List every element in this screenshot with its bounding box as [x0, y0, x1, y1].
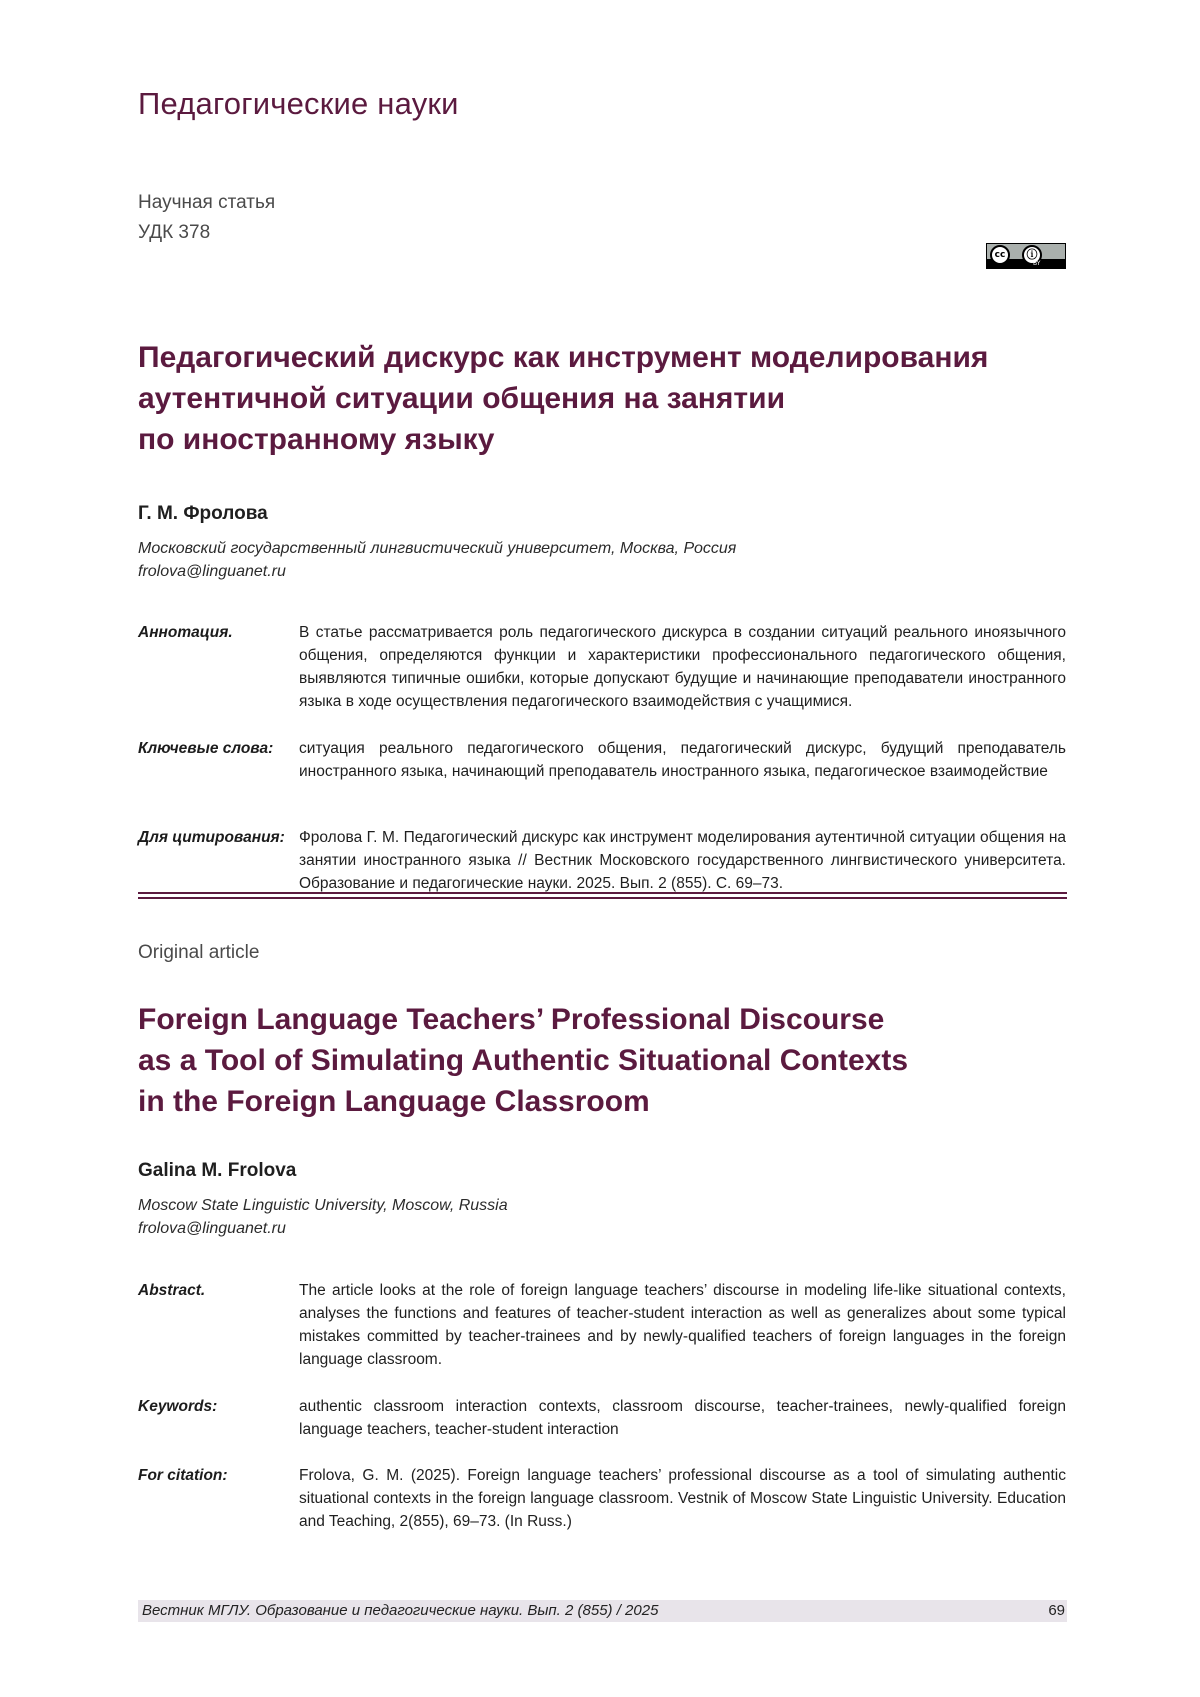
title-ru-line: аутентичной ситуации общения на занятии: [138, 378, 1098, 419]
author-name-ru: Г. М. Фролова: [138, 503, 268, 525]
article-title-ru: [138, 337, 1098, 460]
page-footer: [138, 1600, 1067, 1622]
by-label: BY: [1033, 259, 1040, 268]
cc-by-license-badge[interactable]: [986, 243, 1066, 269]
citation-text-ru: Фролова Г. М. Педагогический дискурс как инструмент моделирования аутентичной ситуации общения на занятии иностранного языка // Вестник Московского государственного лингвистического университета. Образование и педагогические науки. 2025. Вып. 2 (855). С. 69–73.: [299, 826, 1066, 895]
keywords-label-ru: Ключевые слова:: [138, 740, 298, 758]
udk-code: УДК 378: [138, 222, 210, 244]
citation-label-en: For citation:: [138, 1467, 298, 1485]
keywords-text-ru: ситуация реального педагогического общения, педагогический дискурс, будущий преподаватель иностранного языка, начинающий преподаватель иностранного языка, педагогическое взаимодействие: [299, 737, 1066, 783]
affiliation-en: [138, 1194, 508, 1240]
by-icon: ⓘ: [1022, 245, 1042, 265]
article-type-ru: Научная статья: [138, 192, 275, 214]
affiliation-ru-text: Московский государственный лингвистический университет, Москва, Россия: [138, 537, 736, 560]
title-en-line: in the Foreign Language Classroom: [138, 1081, 1098, 1122]
author-email-en[interactable]: frolova@linguanet.ru: [138, 1217, 508, 1240]
title-ru-line: Педагогический дискурс как инструмент моделирования: [138, 337, 1098, 378]
annotation-label: Аннотация.: [138, 624, 298, 642]
article-type-en: Original article: [138, 942, 259, 964]
journal-page: [0, 0, 1200, 1697]
title-en-line: as a Tool of Simulating Authentic Situational Contexts: [138, 1040, 1098, 1081]
annotation-text: В статье рассматривается роль педагогического дискурса в создании ситуаций реального иноязычного общения, определяются функции и характеристики профессионального педагогического общения, выявляются типичные ошибки, которые допускают будущие и начинающие преподаватели иностранного языка в ходе осуществления педагогического взаимодействия с учащимися.: [299, 621, 1066, 713]
author-name-en: Galina M. Frolova: [138, 1160, 296, 1182]
article-title-en: [138, 999, 1098, 1122]
title-en-line: Foreign Language Teachers’ Professional Discourse: [138, 999, 1098, 1040]
cc-icon: cc: [990, 245, 1010, 265]
author-email-ru[interactable]: frolova@linguanet.ru: [138, 560, 736, 583]
footer-journal-title: Вестник МГЛУ. Образование и педагогические науки. Вып. 2 (855) / 2025: [142, 1602, 658, 1619]
affiliation-ru: [138, 537, 736, 583]
keywords-text-en: authentic classroom interaction contexts, classroom discourse, teacher-trainees, newly-qualified foreign language teachers, teacher-student interaction: [299, 1395, 1066, 1441]
affiliation-en-text: Moscow State Linguistic University, Moscow, Russia: [138, 1194, 508, 1217]
divider-rule-bottom: [138, 897, 1067, 899]
abstract-label: Abstract.: [138, 1282, 298, 1300]
abstract-text: The article looks at the role of foreign language teachers’ discourse in modeling life-like situational contexts, analyses the functions and features of teacher-student interaction as well as generalizes about some typical mistakes committed by teacher-trainees and by newly-qualified teachers of foreign languages in the foreign language classroom.: [299, 1279, 1066, 1371]
citation-text-en: Frolova, G. M. (2025). Foreign language teachers’ professional discourse as a tool of simulating authentic situational contexts in the foreign language classroom. Vestnik of Moscow State Linguistic University. Education and Teaching, 2(855), 69–73. (In Russ.): [299, 1464, 1066, 1533]
divider-rule-top: [138, 892, 1067, 894]
page-number: 69: [1048, 1602, 1065, 1619]
citation-label-ru: Для цитирования:: [138, 829, 298, 847]
title-ru-line: по иностранному языку: [138, 419, 1098, 460]
section-title: Педагогические науки: [138, 86, 459, 122]
keywords-label-en: Keywords:: [138, 1398, 298, 1416]
